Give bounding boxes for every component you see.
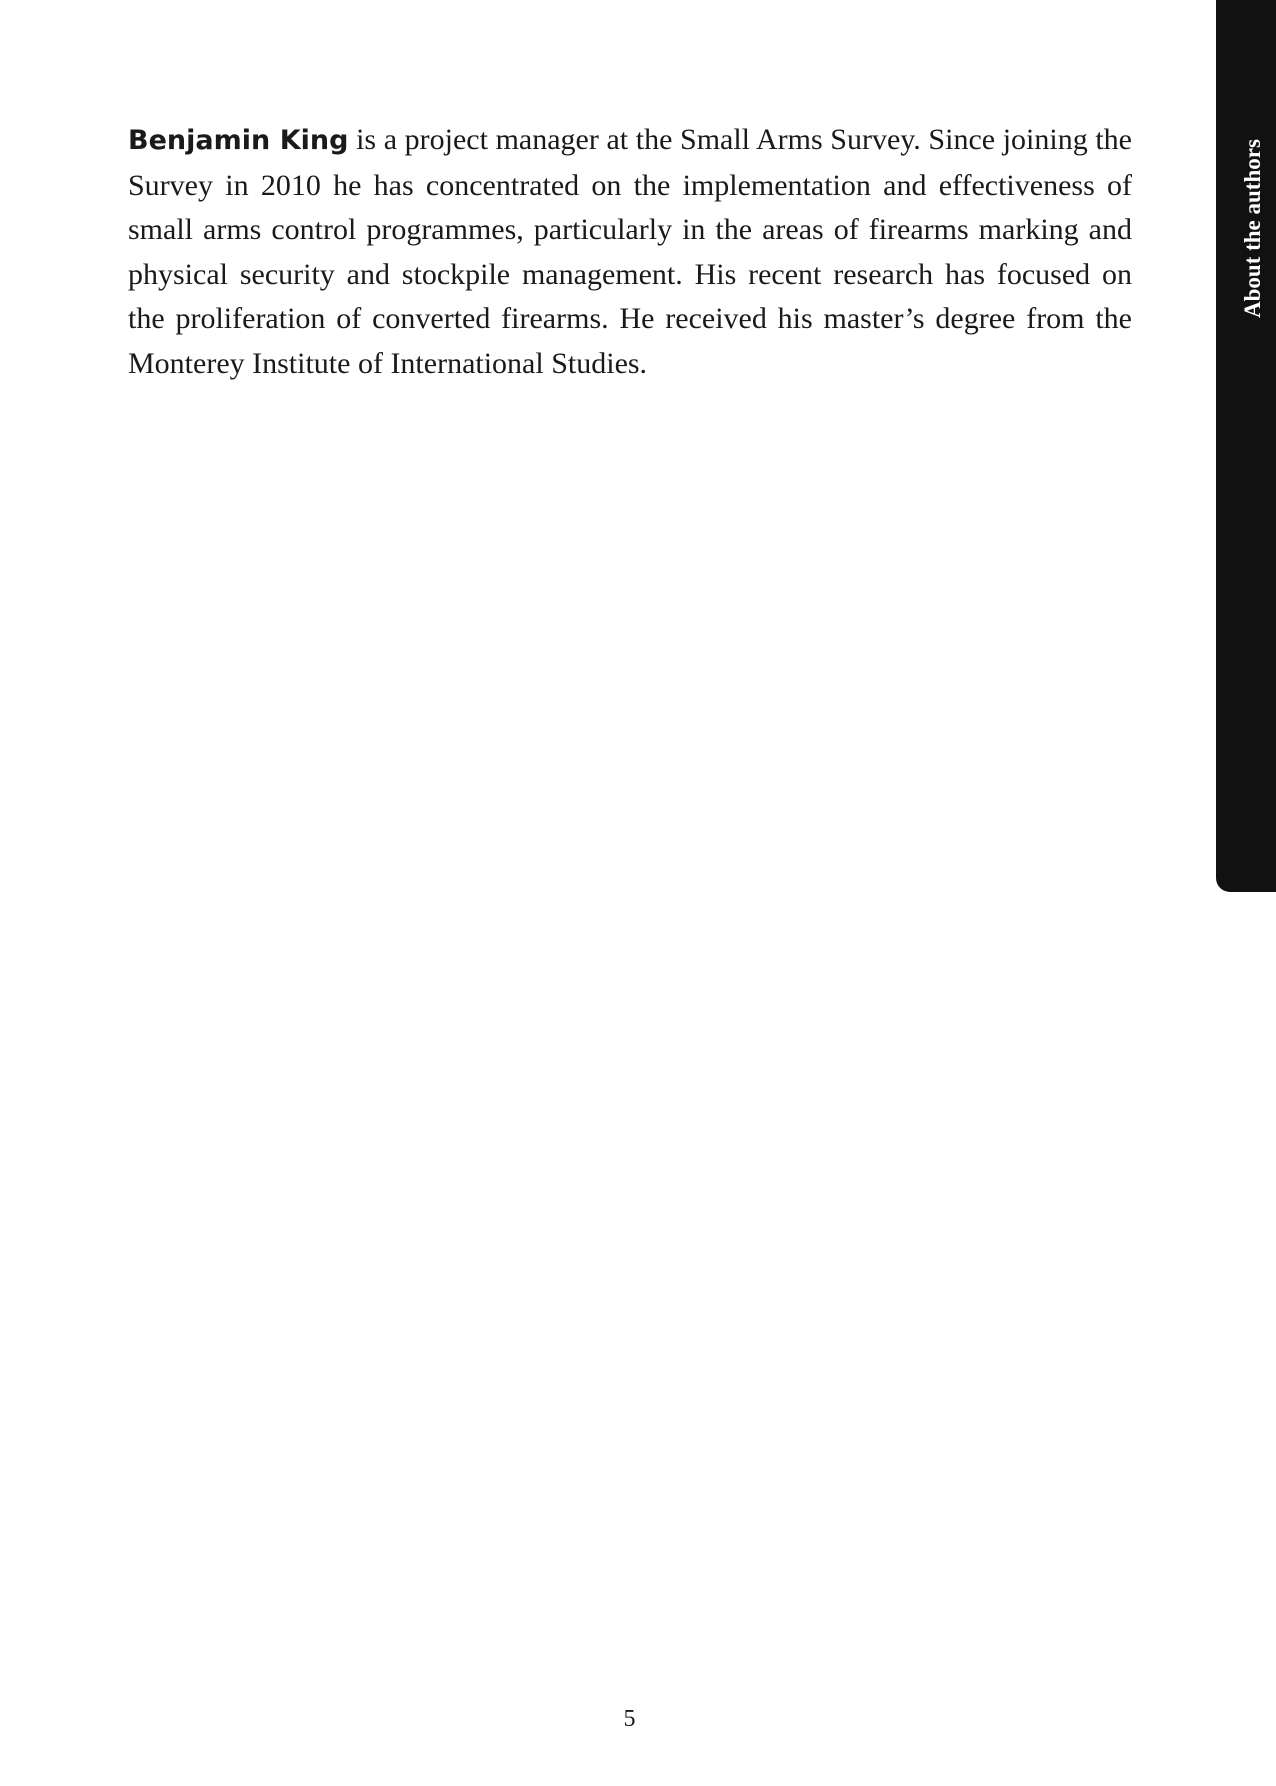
author-bio-paragraph (128, 118, 1132, 386)
page-number: 5 (623, 1706, 636, 1732)
author-bio-text: is a project manager at the Small Arms Survey. Since joining the Survey in 2010 he has concentrated on the implementation and effectiveness of small arms control programmes, particularly in the areas of firearms marking and physical security and stockpile management. His recent research has focused on the proliferation of converted firearms. He received his master’s degree from the Monterey Institute of International Studies. (128, 123, 1132, 380)
section-tab-label: About the authors (1240, 139, 1265, 318)
author-name: Benjamin King (128, 125, 349, 156)
